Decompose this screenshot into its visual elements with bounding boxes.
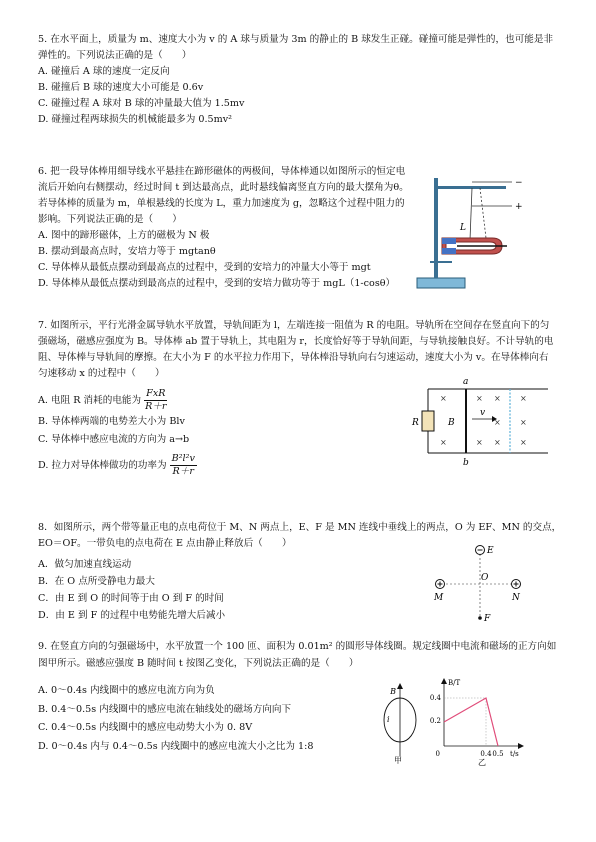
figure-jia-caption: 甲 (394, 756, 402, 765)
point-f (478, 616, 482, 620)
magnet-pole-lower (442, 248, 456, 254)
question-6-option-c: C. 导体棒从最低点摆动到最高点的过程中，受到的安培力的冲量大小等于 mgt (38, 262, 371, 273)
field-cross: × (440, 438, 447, 447)
question-7-options (38, 388, 398, 478)
question-9-figure-jia (372, 680, 432, 765)
velocity-label: v (480, 408, 486, 418)
question-8-figure (428, 540, 528, 625)
question-9-option-a: A. 0～0.4s 内线圈中的感应电流方向为负 (38, 685, 215, 696)
question-6-stem: 6. 把一段导体棒用细导线水平悬挂在蹄形磁体的两极间，导体棒通以如图所示的恒定电流后开始向右侧摆动，经过时间 t 到达最高点，此时悬线偏离竖直方向的最大摆角为θ。若导体棒的质量为 m，单根悬线的长度为 L，重力加速度为 g，忽略这个过程中阻力的影响。下列说法正确的是（ ） (38, 166, 409, 225)
field-cross: × (476, 438, 483, 447)
question-9 (38, 638, 562, 672)
field-cross: × (494, 438, 501, 447)
label-b: b (463, 458, 469, 468)
y-axis-label: B/T (448, 679, 461, 687)
question-8-option-a: A．做匀加速直线运动 (38, 559, 132, 570)
point-m-label: M (434, 593, 444, 603)
field-cross: × (520, 418, 527, 427)
magnet-pole-upper (442, 238, 456, 244)
x-tick-05: 0.5 (492, 750, 504, 758)
field-cross: × (494, 394, 501, 403)
question-5 (38, 32, 558, 128)
question-5-option-c: C. 碰撞过程 A 球对 B 球的冲量最大值为 1.5mv (38, 98, 245, 109)
minus-terminal-label: − (515, 178, 523, 188)
question-7-option-a-fraction (144, 388, 167, 413)
question-5-stem: 5. 在水平面上，质量为 m、速度大小为 v 的 A 球与质量为 3m 的静止的 B 球发生正碰。碰撞可能是弹性的，也可能是非弹性的。下列说法正确的是（ ） (38, 34, 554, 61)
question-7-option-c: C. 导体棒中感应电流的方向为 a→b (38, 434, 190, 445)
stand-base (417, 278, 465, 288)
y-tick-02: 0.2 (430, 717, 441, 725)
question-6-option-a: A. 图中的蹄形磁体，上方的磁极为 N 极 (38, 230, 210, 241)
b-t-curve (444, 698, 498, 746)
field-cross: × (476, 394, 483, 403)
question-8-option-b: B．在 O 点所受静电力最大 (38, 576, 155, 587)
wire-length-label: L (460, 223, 466, 233)
fraction-denominator: R＋r (172, 466, 194, 477)
question-9-stem: 9. 在竖直方向的匀强磁场中，水平放置一个 100 匝、面积为 0.01m² 的圆形导体线圈。规定线圈中电流和磁场的正方向如图甲所示。磁感应强度 B 随时间 t 按图乙变化，下列说法正确的是（ ） (38, 641, 557, 669)
x-axis-arrowhead-icon (518, 743, 524, 749)
resistor-label: R (412, 418, 419, 428)
origin-label: 0 (435, 750, 440, 758)
label-a: a (463, 377, 469, 387)
fraction-numerator: FxR (146, 388, 166, 399)
question-7-stem: 7. 如图所示，平行光滑金属导轨水平放置，导轨间距为 l，左端连接一阻值为 R 的电阻。导轨所在空间存在竖直向下的匀强磁场，磁感应强度为 B。导体棒 ab 置于导轨上，其电阻为 r，长度恰好等于导轨间距，与导轨接触良好。不计导轨的电阻、导体棒与导轨间的摩擦。在大小为 F 的水平拉力作用下，导体棒沿导轨向右匀速运动，速度大小为 v。在导体棒向右匀速移动 x 的过程中（ ） (38, 320, 554, 379)
field-cross: × (494, 418, 501, 427)
fraction-denominator: R＋r (145, 401, 167, 412)
question-5-option-d: D. 碰撞过程两球损失的机械能最多为 0.5mv² (38, 114, 233, 125)
question-7 (38, 318, 558, 382)
question-8-stem: 8．如图所示，两个带等量正电的点电荷位于 M、N 两点上，E、F 是 MN 连线中垂线上的两点，O 为 EF、MN 的交点，EO＝OF。一带负电的点电荷在 E 点由静止释放后（ ） (38, 522, 562, 549)
question-6-figure (412, 168, 532, 293)
question-9-option-c: C. 0.4～0.5s 内线圈中的感应电动势大小为 0. 8V (38, 722, 253, 733)
x-axis-label: t/s (510, 750, 519, 758)
figure-yi-caption: 乙 (478, 758, 486, 766)
question-8-option-c: C．由 E 到 O 的时间等于由 O 到 F 的时间 (38, 593, 224, 604)
field-cross: × (520, 394, 527, 403)
question-8-options (38, 556, 398, 624)
field-label: B (448, 418, 455, 428)
question-7-option-d-fraction (170, 453, 197, 478)
point-e-label: E (487, 546, 494, 556)
question-6-option-d: D. 导体棒从最低点摆动到最高点的过程中，受到的安培力做功等于 mgL（1-cosθ） (38, 278, 396, 289)
y-axis-arrowhead-icon (441, 678, 447, 684)
current-i-label: i (387, 715, 390, 724)
point-f-label: F (484, 614, 491, 624)
question-7-option-d (38, 453, 398, 478)
swung-wire (480, 188, 486, 238)
question-7-figure (408, 375, 558, 470)
point-o-label: O (481, 573, 489, 583)
field-b-label: B (390, 687, 396, 696)
y-tick-04: 0.4 (430, 694, 441, 702)
point-n-label: N (512, 593, 520, 603)
arrowhead-up-icon (397, 683, 403, 689)
question-7-option-b: B. 导体棒两端的电势差大小为 Blv (38, 416, 185, 427)
question-7-option-d-text: D. 拉力对导体棒做功的功率为 (38, 460, 167, 471)
stand-arm (436, 186, 506, 189)
question-6 (38, 164, 410, 292)
question-8-option-d: D．由 E 到 F 的过程中电势能先增大后减小 (38, 610, 226, 621)
question-6-option-b: B. 摆动到最高点时，安培力等于 mgtanθ (38, 246, 216, 257)
x-tick-04: 0.4 (480, 750, 492, 758)
plus-terminal-label: + (515, 202, 523, 212)
question-9-option-d: D. 0～0.4s 内与 0.4～0.5s 内线圈中的感应电流大小之比为 1:8 (38, 740, 314, 752)
question-9-chart-yi (430, 676, 530, 766)
question-9-option-b: B. 0.4～0.5s 内线圈中的感应电流在轴线处的磁场方向向下 (38, 703, 292, 715)
field-cross: × (520, 438, 527, 447)
question-5-option-a: A. 碰撞后 A 球的速度一定反向 (38, 66, 170, 77)
fraction-numerator: B²l²v (171, 453, 195, 464)
question-5-option-b: B. 碰撞后 B 球的速度大小可能是 0.6v (38, 82, 204, 93)
question-7-option-a-text: A. 电阻 R 消耗的电能为 (38, 395, 142, 406)
suspension-wire (470, 188, 472, 240)
field-cross: × (440, 394, 447, 403)
resistor (422, 411, 434, 431)
question-9-options (38, 682, 378, 756)
question-7-option-a (38, 388, 398, 413)
